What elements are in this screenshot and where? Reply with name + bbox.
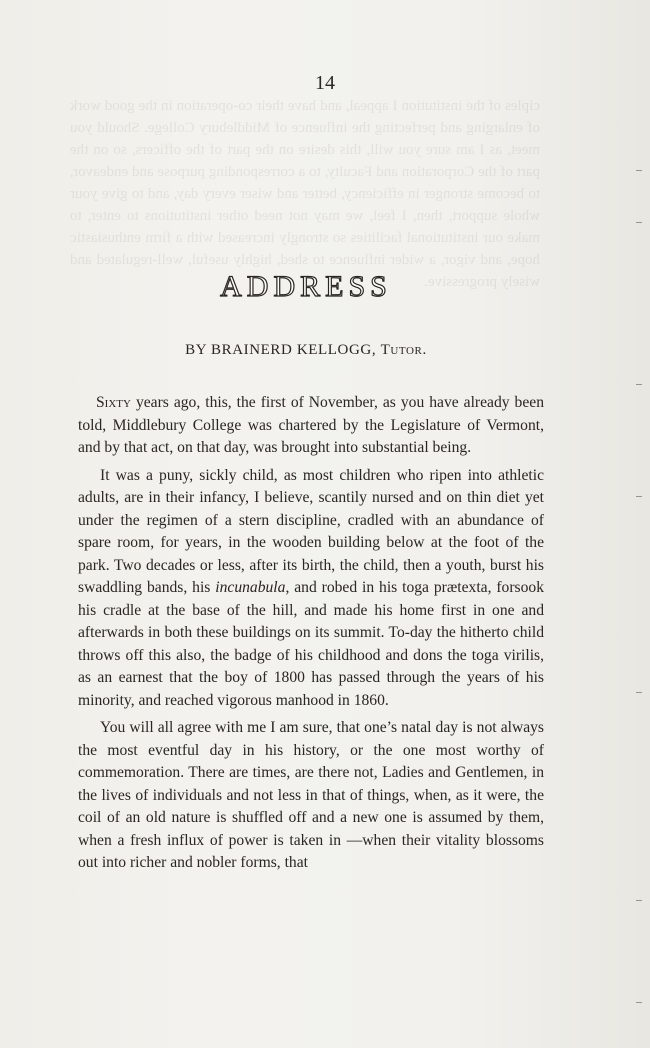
paragraph-text: It was a puny, sickly child, as most children who ripen into athletic adults, are in their infancy, I believe, scantily nursed and on thin diet yet under the regimen of a stern discipline, cradled with an abundance of spare room, for years, in the wooden building below at the foot of the park. Two decades or less, after its birth, the child, then a youth, burst his swaddling bands, his xyxy=(78,466,544,596)
edge-mark xyxy=(636,222,642,223)
page-heading: ADDRESS xyxy=(220,270,392,303)
paragraph xyxy=(78,465,544,713)
edge-mark xyxy=(636,1002,642,1003)
lead-word: Sixty xyxy=(96,394,131,411)
edge-mark xyxy=(636,692,642,693)
paragraph xyxy=(78,392,544,460)
byline-title: Tutor. xyxy=(380,342,427,358)
edge-mark xyxy=(636,900,642,901)
edge-mark xyxy=(636,384,642,385)
edge-mark xyxy=(636,170,642,171)
body-text xyxy=(78,392,544,880)
byline-name: BY BRAINERD KELLOGG, xyxy=(185,342,377,358)
show-through-text: ciples of the institution I appeal, and have their co-operation in the good work of enlarging and perfecting the influence of Middlebury College. Should you meet, as I am sure you will, this desire on the part of the officers, so on the part of the Corporation and Faculty, to a corresponding purpose and endeavor, to become stronger in efficiency, better and wiser every day, and to give your whole support, then, I feel, we may not need other institutions to enter, to make our institutional facilities so strongly increased with a firm enthusiastic hope, and vigor, a wider influence to shed, highly useful, well-regulated and wisely progressive. xyxy=(70,98,540,290)
paragraph xyxy=(78,717,544,875)
paragraph-text: , and robed in his toga prætexta, forsook his cradle at the base of the hill, and made his home first in one and afterwards in both these buildings on its summit. To-day the hitherto child throws off this also, the badge of his childhood and dons the toga virilis, as an earnest that the boy of 1800 has passed through the years of his minority, and reached vigorous manhood in 1860. xyxy=(78,579,544,709)
italic-term: incunabula xyxy=(215,579,286,596)
paragraph-text: years ago, this, the first of November, as you have already been told, Middlebury College was chartered by the Legislature of Vermont, and by that act, on that day, was brought into substantial being. xyxy=(78,394,544,456)
byline xyxy=(0,342,612,359)
page-number: 14 xyxy=(315,72,335,94)
paragraph-text: You will all agree with me I am sure, that one’s natal day is not always the most eventful day in his history, or the one most worthy of commemoration. There are times, are there not, Ladies and Gentlemen, in the lives of individuals and not less in that of things, when, as it were, the coil of an old nature is shuffled off and a new one is assumed by them, when a fresh influx of power is taken in —when their vitality blossoms out into richer and nobler forms, that xyxy=(78,719,544,871)
edge-mark xyxy=(636,496,642,497)
